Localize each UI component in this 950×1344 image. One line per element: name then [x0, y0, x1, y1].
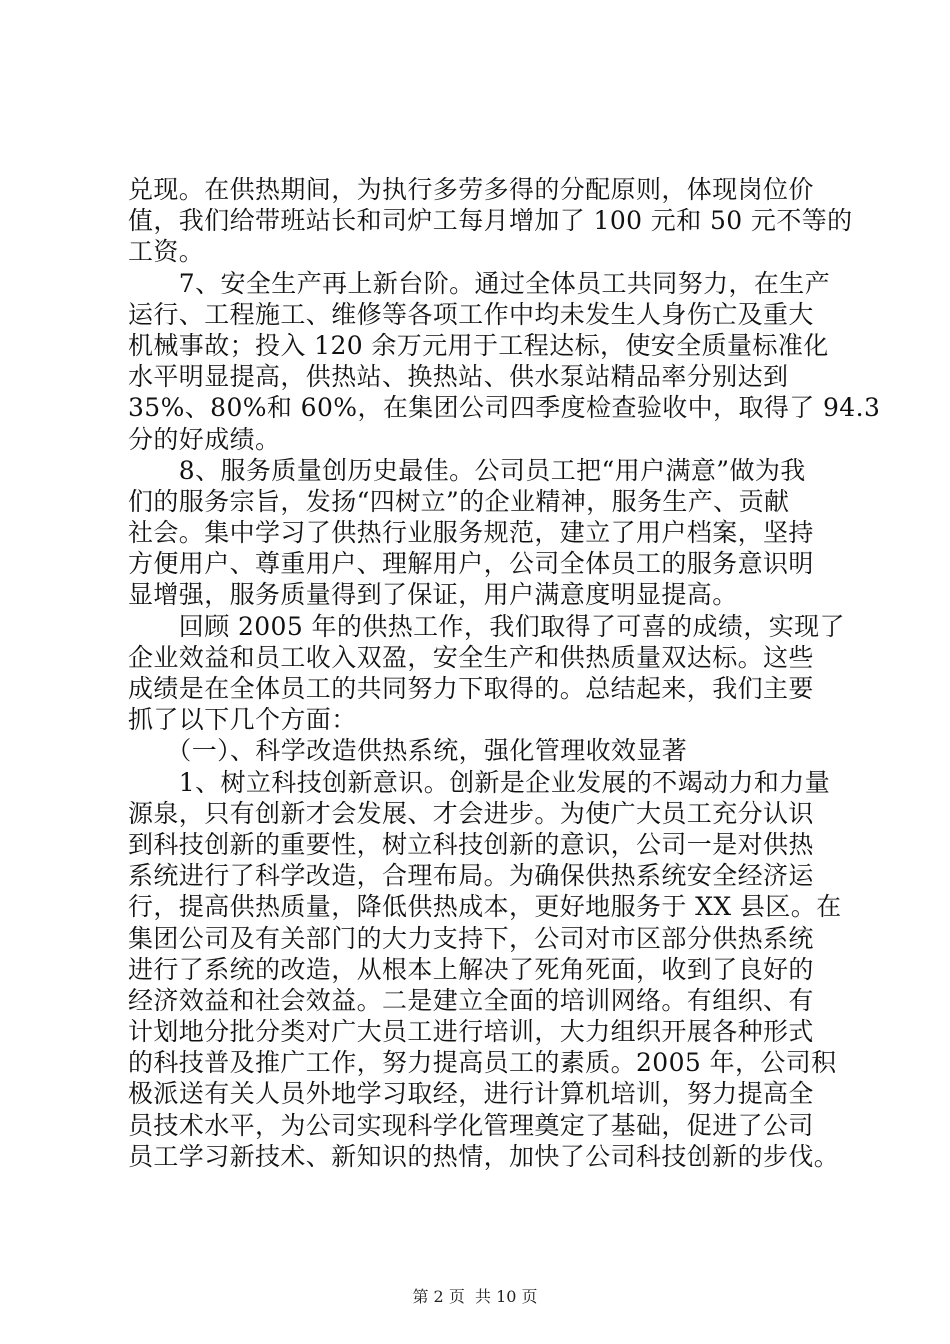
text-line: 方便用户、尊重用户、理解用户，公司全体员工的服务意识明 — [128, 549, 814, 579]
text-line: 机械事故；投入 120 余万元用于工程达标，使安全质量标准化 — [128, 330, 829, 360]
text-line: 的科技普及推广工作，努力提高员工的素质。2005 年，公司积 — [128, 1048, 837, 1078]
text-line: 兑现。在供热期间，为执行多劳多得的分配原则，体现岗位价 — [128, 175, 814, 204]
text-line: 员工学习新技术、新知识的热情，加快了公司科技创新的步伐。 — [128, 1141, 840, 1171]
text-line: 8、服务质量创历史最佳。公司员工把“用户满意”做为我 — [128, 455, 806, 485]
text-line: 抓了以下几个方面： — [128, 705, 357, 735]
text-line: 计划地分批分类对广大员工进行培训，大力组织开展各种形式 — [128, 1017, 814, 1047]
text-line: 成绩是在全体员工的共同努力下取得的。总结起来，我们主要 — [128, 674, 814, 703]
text-line: 值，我们给带班站长和司炉工每月增加了 100 元和 50 元不等的 — [128, 206, 853, 236]
text-line: 们的服务宗旨，发扬“四树立”的企业精神，服务生产、贡献 — [128, 486, 790, 516]
page-number-footer: 第 2 页 共 10 页 — [412, 1287, 538, 1306]
text-line: 35%、80%和 60%，在集团公司四季度检查验收中，取得了 94.3 — [128, 393, 881, 423]
text-line: 分的好成绩。 — [128, 424, 281, 454]
text-line: 企业效益和员工收入双盈，安全生产和供热质量双达标。这些 — [128, 642, 814, 672]
document-body — [128, 174, 881, 1172]
text-line: 工资。 — [128, 237, 205, 267]
section-heading: （一）、科学改造供热系统，强化管理收效显著 — [128, 736, 688, 766]
text-line: 行，提高供热质量，降低供热成本，更好地服务于 XX 县区。在 — [128, 892, 842, 922]
text-line: 极派送有关人员外地学习取经，进行计算机培训，努力提高全 — [128, 1079, 814, 1109]
text-line: 回顾 2005 年的供热工作，我们取得了可喜的成绩，实现了 — [128, 611, 845, 641]
text-line: 经济效益和社会效益。二是建立全面的培训网络。有组织、有 — [128, 985, 814, 1015]
text-line: 集团公司及有关部门的大力支持下，公司对市区部分供热系统 — [128, 923, 814, 953]
text-line: 1、树立科技创新意识。创新是企业发展的不竭动力和力量 — [128, 767, 831, 797]
text-line: 显增强，服务质量得到了保证，用户满意度明显提高。 — [128, 580, 738, 610]
text-line: 社会。集中学习了供热行业服务规范，建立了用户档案，坚持 — [128, 518, 814, 548]
text-line: 源泉，只有创新才会发展、才会进步。为使广大员工充分认识 — [128, 798, 814, 828]
text-line: 水平明显提高，供热站、换热站、供水泵站精品率分别达到 — [128, 362, 789, 392]
text-line: 员技术水平，为公司实现科学化管理奠定了基础，促进了公司 — [128, 1110, 814, 1140]
text-line: 7、安全生产再上新台阶。通过全体员工共同努力，在生产 — [128, 268, 831, 298]
text-line: 到科技创新的重要性，树立科技创新的意识，公司一是对供热 — [128, 829, 814, 859]
text-line: 系统进行了科学改造，合理布局。为确保供热系统安全经济运 — [128, 861, 814, 891]
text-line: 运行、工程施工、维修等各项工作中均未发生人身伤亡及重大 — [128, 299, 814, 329]
text-line: 进行了系统的改造，从根本上解决了死角死面，收到了良好的 — [128, 954, 814, 984]
